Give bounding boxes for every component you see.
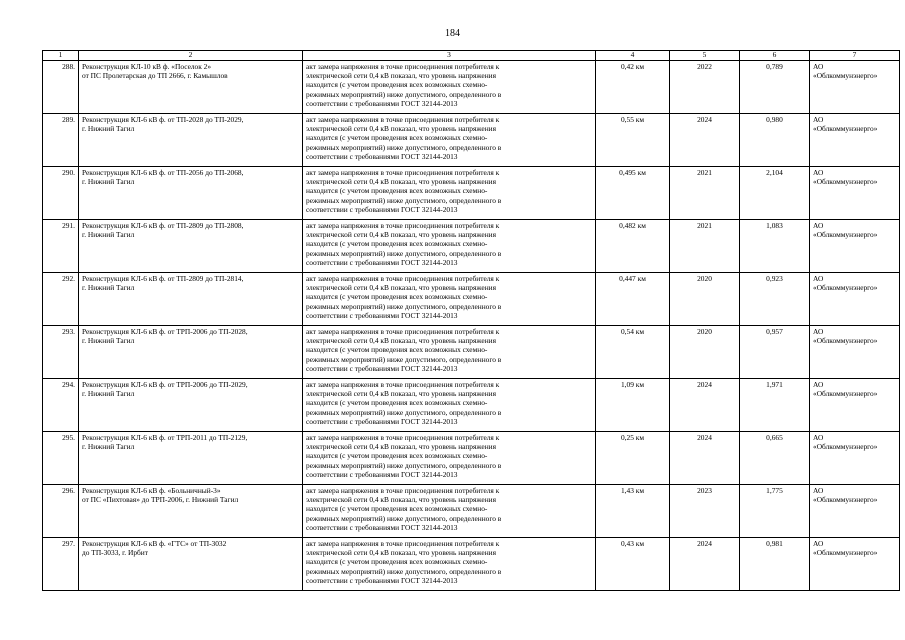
row-number-cell: 297. [43, 537, 79, 590]
year-cell: 2023 [670, 484, 740, 537]
justification-line: электрической сети 0,4 кВ показал, что уровень напряжения [306, 282, 497, 292]
page-number: 184 [445, 28, 460, 39]
organization-line: «Облкоммунэнерго» [813, 388, 878, 398]
organization-cell [810, 272, 900, 325]
table-row [43, 484, 900, 537]
justification-cell [303, 60, 596, 113]
row-number-cell: 290. [43, 166, 79, 219]
justification-line: соответствии с требованиями ГОСТ 32144-2013 [306, 523, 458, 533]
justification-cell [303, 113, 596, 166]
organization-line: АО [813, 485, 824, 495]
justification-line: режимных мероприятий) ниже допустимого, определенного в [306, 513, 502, 523]
col-header-1: 1 [43, 51, 79, 61]
organization-line: АО [813, 379, 824, 389]
object-name-line: г. Нижний Тагил [82, 229, 135, 239]
table-row [43, 325, 900, 378]
justification-line: соответствии с требованиями ГОСТ 32144-2013 [306, 205, 458, 215]
justification-line: режимных мероприятий) ниже допустимого, определенного в [306, 89, 502, 99]
length-cell: 0,482 км [596, 219, 670, 272]
year-cell: 2024 [670, 113, 740, 166]
justification-line: электрической сети 0,4 кВ показал, что уровень напряжения [306, 335, 497, 345]
justification-line: находится (с учетом проведения всех возможных схемно- [306, 292, 488, 302]
object-name-cell [79, 378, 303, 431]
object-name-line: г. Нижний Тагил [82, 335, 135, 345]
justification-line: электрической сети 0,4 кВ показал, что уровень напряжения [306, 547, 497, 557]
cost-cell: 0,665 [740, 431, 810, 484]
justification-line: соответствии с требованиями ГОСТ 32144-2013 [306, 417, 458, 427]
object-name-line: Реконструкция КЛ-6 кВ ф. от ТРП-2006 до ТП-2028, [82, 326, 248, 336]
organization-cell [810, 431, 900, 484]
object-name-line: г. Нижний Тагил [82, 123, 135, 133]
object-name-cell [79, 431, 303, 484]
object-name-line: от ПС Пролетарская до ТП 2666, г. Камышлов [82, 70, 228, 80]
organization-line: «Облкоммунэнерго» [813, 176, 878, 186]
object-name-line: Реконструкция КЛ-6 кВ ф. от ТРП-2006 до ТП-2029, [82, 379, 248, 389]
organization-line: «Облкоммунэнерго» [813, 335, 878, 345]
length-cell: 0,495 км [596, 166, 670, 219]
justification-line: режимных мероприятий) ниже допустимого, определенного в [306, 460, 502, 470]
object-name-line: г. Нижний Тагил [82, 441, 135, 451]
justification-line: режимных мероприятий) ниже допустимого, определенного в [306, 248, 502, 258]
justification-line: акт замера напряжения в точке присоединения потребителя к [306, 220, 500, 230]
object-name-line: Реконструкция КЛ-6 кВ ф. «ГТС» от ТП-3032 [82, 538, 227, 548]
object-name-line: Реконструкция КЛ-6 кВ ф. от ТРП-2011 до ТП-2129, [82, 432, 248, 442]
row-number-cell: 288. [43, 60, 79, 113]
table-row [43, 378, 900, 431]
justification-line: находится (с учетом проведения всех возможных схемно- [306, 239, 488, 249]
justification-line: акт замера напряжения в точке присоединения потребителя к [306, 114, 500, 124]
organization-line: «Облкоммунэнерго» [813, 123, 878, 133]
year-cell: 2020 [670, 272, 740, 325]
justification-cell [303, 166, 596, 219]
object-name-cell [79, 166, 303, 219]
justification-line: акт замера напряжения в точке присоединения потребителя к [306, 167, 500, 177]
table-row [43, 60, 900, 113]
object-name-cell [79, 219, 303, 272]
length-cell: 1,43 км [596, 484, 670, 537]
object-name-cell [79, 537, 303, 590]
justification-cell [303, 537, 596, 590]
justification-line: соответствии с требованиями ГОСТ 32144-2013 [306, 364, 458, 374]
cost-cell: 1,775 [740, 484, 810, 537]
justification-line: электрической сети 0,4 кВ показал, что уровень напряжения [306, 70, 497, 80]
organization-line: «Облкоммунэнерго» [813, 282, 878, 292]
table-row [43, 272, 900, 325]
table-row [43, 219, 900, 272]
cost-cell: 0,981 [740, 537, 810, 590]
justification-line: находится (с учетом проведения всех возможных схемно- [306, 398, 488, 408]
organization-line: «Облкоммунэнерго» [813, 229, 878, 239]
justification-line: акт замера напряжения в точке присоединения потребителя к [306, 432, 500, 442]
justification-line: акт замера напряжения в точке присоединения потребителя к [306, 273, 500, 283]
object-name-cell [79, 325, 303, 378]
row-number-cell: 296. [43, 484, 79, 537]
organization-line: «Облкоммунэнерго» [813, 441, 878, 451]
year-cell: 2020 [670, 325, 740, 378]
justification-line: электрической сети 0,4 кВ показал, что уровень напряжения [306, 123, 497, 133]
organization-line: АО [813, 273, 824, 283]
justification-cell [303, 219, 596, 272]
object-name-line: Реконструкция КЛ-6 кВ ф. от ТП-2809 до ТП-2814, [82, 273, 244, 283]
col-header-4: 4 [596, 51, 670, 61]
object-name-line: г. Нижний Тагил [82, 388, 135, 398]
length-cell: 0,42 км [596, 60, 670, 113]
justification-line: электрической сети 0,4 кВ показал, что уровень напряжения [306, 388, 497, 398]
row-number-cell: 294. [43, 378, 79, 431]
object-name-line: Реконструкция КЛ-6 кВ ф. от ТП-2809 до ТП-2808, [82, 220, 244, 230]
cost-cell: 2,104 [740, 166, 810, 219]
length-cell: 1,09 км [596, 378, 670, 431]
organization-cell [810, 378, 900, 431]
length-cell: 0,447 км [596, 272, 670, 325]
justification-line: находится (с учетом проведения всех возможных схемно- [306, 80, 488, 90]
cost-cell: 1,971 [740, 378, 810, 431]
justification-line: электрической сети 0,4 кВ показал, что уровень напряжения [306, 494, 497, 504]
object-name-line: Реконструкция КЛ-6 кВ ф. от ТП-2028 до ТП-2029, [82, 114, 244, 124]
object-name-cell [79, 113, 303, 166]
table-row [43, 166, 900, 219]
organization-line: АО [813, 167, 824, 177]
justification-line: электрической сети 0,4 кВ показал, что уровень напряжения [306, 229, 497, 239]
cost-cell: 0,789 [740, 60, 810, 113]
row-number-cell: 289. [43, 113, 79, 166]
col-header-7: 7 [810, 51, 900, 61]
object-name-line: до ТП-3033, г. Ирбит [82, 547, 148, 557]
justification-line: режимных мероприятий) ниже допустимого, определенного в [306, 142, 502, 152]
organization-cell [810, 537, 900, 590]
object-name-cell [79, 484, 303, 537]
reconstruction-table [42, 50, 900, 591]
col-header-6: 6 [740, 51, 810, 61]
organization-cell [810, 325, 900, 378]
table-row [43, 537, 900, 590]
organization-line: «Облкоммунэнерго» [813, 70, 878, 80]
justification-line: электрической сети 0,4 кВ показал, что уровень напряжения [306, 441, 497, 451]
year-cell: 2024 [670, 378, 740, 431]
justification-line: электрической сети 0,4 кВ показал, что уровень напряжения [306, 176, 497, 186]
justification-line: акт замера напряжения в точке присоединения потребителя к [306, 538, 500, 548]
table-row [43, 431, 900, 484]
justification-cell [303, 272, 596, 325]
justification-line: соответствии с требованиями ГОСТ 32144-2013 [306, 470, 458, 480]
organization-cell [810, 219, 900, 272]
justification-cell [303, 378, 596, 431]
object-name-cell [79, 60, 303, 113]
organization-line: «Облкоммунэнерго» [813, 494, 878, 504]
justification-line: находится (с учетом проведения всех возможных схемно- [306, 345, 488, 355]
justification-cell [303, 325, 596, 378]
length-cell: 0,55 км [596, 113, 670, 166]
organization-cell [810, 166, 900, 219]
justification-line: режимных мероприятий) ниже допустимого, определенного в [306, 407, 502, 417]
organization-line: АО [813, 326, 824, 336]
cost-cell: 1,083 [740, 219, 810, 272]
row-number-cell: 295. [43, 431, 79, 484]
justification-line: соответствии с требованиями ГОСТ 32144-2013 [306, 311, 458, 321]
length-cell: 0,25 км [596, 431, 670, 484]
column-number-row [43, 51, 900, 61]
justification-line: акт замера напряжения в точке присоединения потребителя к [306, 61, 500, 71]
justification-cell [303, 484, 596, 537]
justification-line: режимных мероприятий) ниже допустимого, определенного в [306, 354, 502, 364]
object-name-line: г. Нижний Тагил [82, 176, 135, 186]
length-cell: 0,43 км [596, 537, 670, 590]
justification-line: режимных мероприятий) ниже допустимого, определенного в [306, 301, 502, 311]
justification-line: акт замера напряжения в точке присоединения потребителя к [306, 379, 500, 389]
justification-line: режимных мероприятий) ниже допустимого, определенного в [306, 195, 502, 205]
object-name-line: Реконструкция КЛ-6 кВ ф. «Больничный-3» [82, 485, 221, 495]
row-number-cell: 292. [43, 272, 79, 325]
justification-line: находится (с учетом проведения всех возможных схемно- [306, 504, 488, 514]
justification-line: соответствии с требованиями ГОСТ 32144-2013 [306, 258, 458, 268]
organization-line: АО [813, 220, 824, 230]
row-number-cell: 291. [43, 219, 79, 272]
object-name-line: Реконструкция КЛ-10 кВ ф. «Поселок 2» [82, 61, 212, 71]
object-name-line: Реконструкция КЛ-6 кВ ф. от ТП-2056 до ТП-2068, [82, 167, 244, 177]
organization-line: АО [813, 432, 824, 442]
object-name-line: от ПС «Пихтовая» до ТРП-2006, г. Нижний Тагил [82, 494, 239, 504]
cost-cell: 0,923 [740, 272, 810, 325]
col-header-3: 3 [303, 51, 596, 61]
organization-line: АО [813, 114, 824, 124]
justification-line: соответствии с требованиями ГОСТ 32144-2013 [306, 99, 458, 109]
year-cell: 2022 [670, 60, 740, 113]
organization-line: АО [813, 538, 824, 548]
organization-cell [810, 113, 900, 166]
justification-line: акт замера напряжения в точке присоединения потребителя к [306, 485, 500, 495]
justification-line: находится (с учетом проведения всех возможных схемно- [306, 186, 488, 196]
organization-cell [810, 484, 900, 537]
col-header-2: 2 [79, 51, 303, 61]
justification-line: соответствии с требованиями ГОСТ 32144-2013 [306, 152, 458, 162]
cost-cell: 0,980 [740, 113, 810, 166]
organization-line: «Облкоммунэнерго» [813, 547, 878, 557]
object-name-line: г. Нижний Тагил [82, 282, 135, 292]
organization-line: АО [813, 61, 824, 71]
col-header-5: 5 [670, 51, 740, 61]
justification-cell [303, 431, 596, 484]
year-cell: 2021 [670, 219, 740, 272]
justification-line: находится (с учетом проведения всех возможных схемно- [306, 451, 488, 461]
justification-line: находится (с учетом проведения всех возможных схемно- [306, 133, 488, 143]
year-cell: 2021 [670, 166, 740, 219]
object-name-cell [79, 272, 303, 325]
organization-cell [810, 60, 900, 113]
year-cell: 2024 [670, 431, 740, 484]
year-cell: 2024 [670, 537, 740, 590]
justification-line: акт замера напряжения в точке присоединения потребителя к [306, 326, 500, 336]
justification-line: режимных мероприятий) ниже допустимого, определенного в [306, 566, 502, 576]
justification-line: находится (с учетом проведения всех возможных схемно- [306, 557, 488, 567]
table-row [43, 113, 900, 166]
row-number-cell: 293. [43, 325, 79, 378]
cost-cell: 0,957 [740, 325, 810, 378]
length-cell: 0,54 км [596, 325, 670, 378]
justification-line: соответствии с требованиями ГОСТ 32144-2013 [306, 576, 458, 586]
table-body [43, 60, 900, 590]
